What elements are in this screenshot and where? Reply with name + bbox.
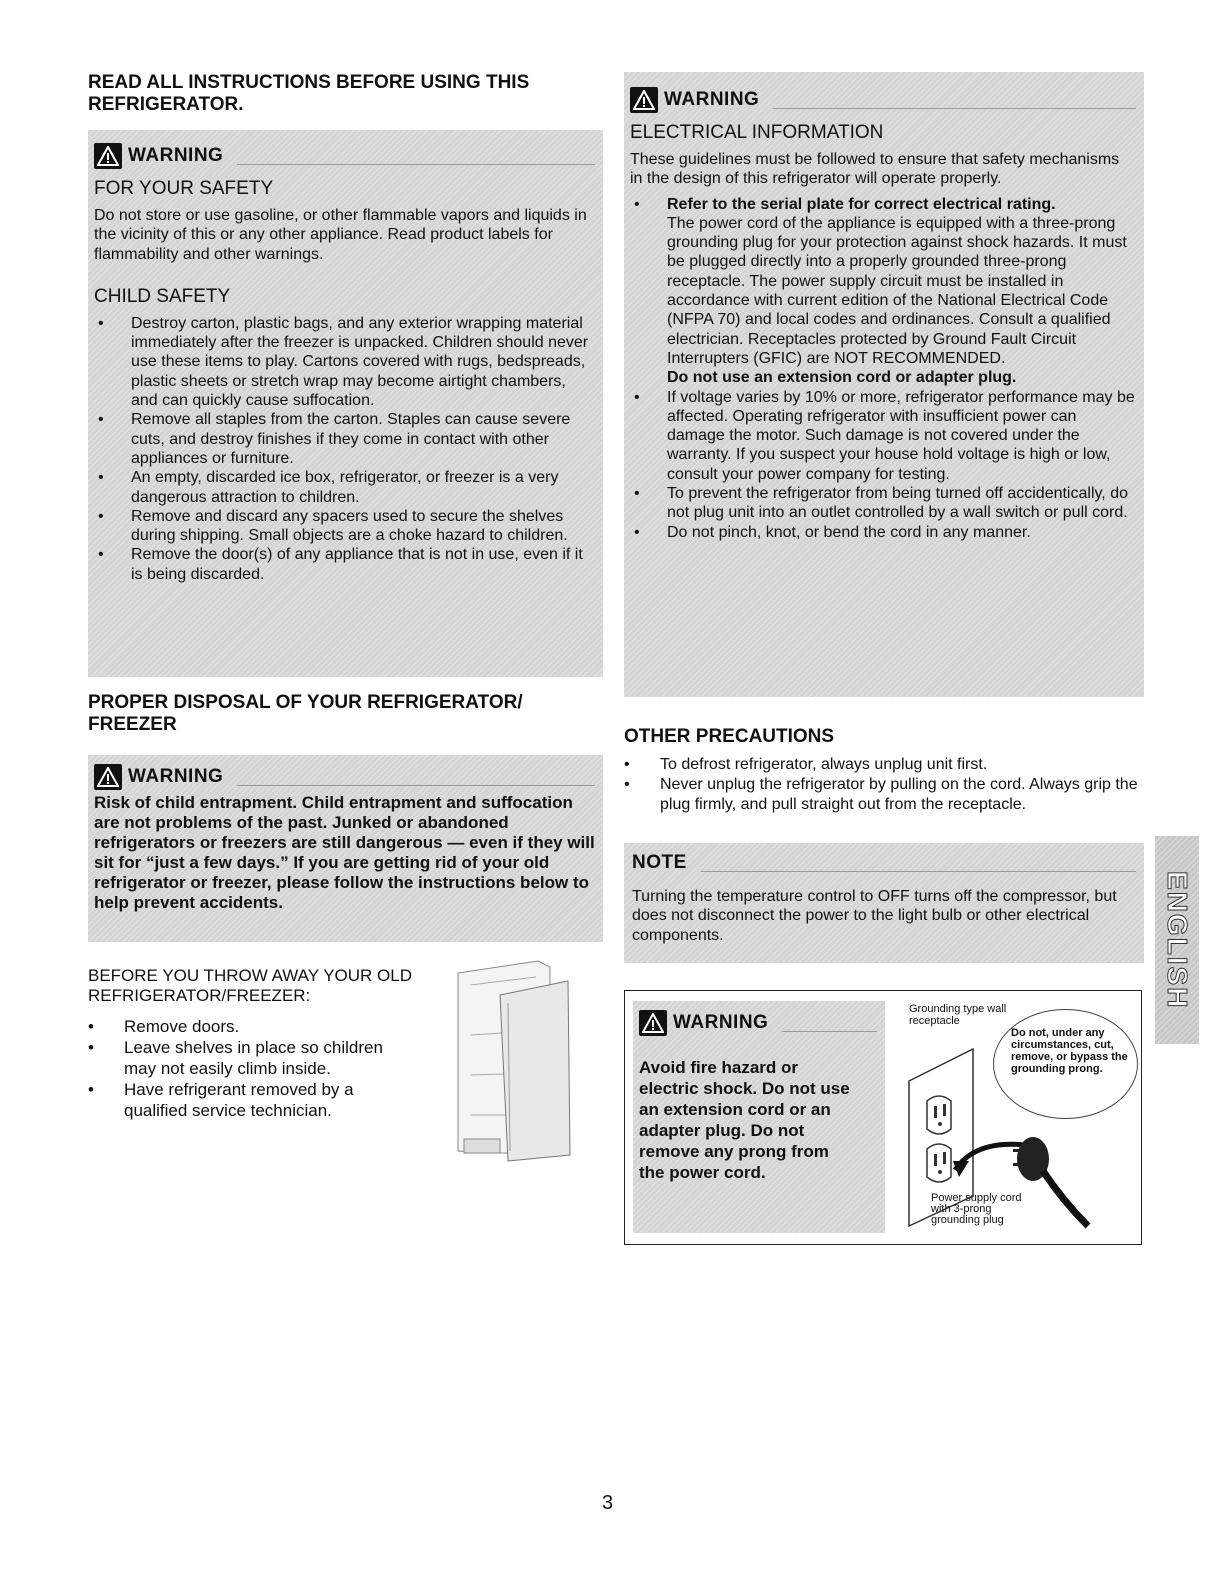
- warning-box-fire: [633, 1001, 885, 1233]
- list-item: • Never unplug the refrigerator by pulling on the cord. Always grip the plug firmly, and pull straight out from the receptacle.: [624, 775, 1144, 815]
- language-tab: [1155, 836, 1199, 1044]
- list-item: • Have refrigerant removed by a qualified service technician.: [88, 1079, 408, 1121]
- serial-plate-text: • Refer to the serial plate for correct electrical rating.: [667, 195, 1056, 213]
- note-label: NOTE: [632, 852, 687, 873]
- before-throw-list: [88, 1016, 408, 1121]
- list-item: • Remove doors.: [88, 1016, 408, 1037]
- list-item: • Remove all staples from the carton. Staples can cause severe cuts, and destroy finishes if they come in contact with other appliances or furniture.: [94, 410, 595, 468]
- list-item: • If voltage varies by 10% or more, refrigerator performance may be affected. Operating refrigerator with insufficient power can damage the motor. Such damage is not covered under the warranty. If you suspect your house hold voltage is high or low, consult your power company for testing.: [630, 388, 1136, 484]
- warning-triangle-icon: [94, 764, 122, 790]
- electrical-intro: These guidelines must be followed to ensure that safety mechanisms in the design of this refrigerator will operate properly.: [630, 151, 1120, 188]
- list-item: • To prevent the refrigerator from being turned off accidentically, do not plug unit into an outlet controlled by a wall switch or pull cord.: [630, 484, 1136, 523]
- read-all-heading: READ ALL INSTRUCTIONS BEFORE USING THIS REFRIGERATOR.: [88, 72, 530, 115]
- note-box: [624, 843, 1144, 963]
- warning-triangle-icon: [94, 143, 122, 169]
- warning-label: WARNING: [673, 1012, 769, 1033]
- warning-box-safety: [88, 130, 603, 677]
- power-cord-text: The power cord of the appliance is equipped with a three-prong grounding plug for your protection against shock hazards. It must be plugged directly into a properly grounded three-prong receptacle. The power supply circuit must be installed in accordance with current edition of the National Electrical Code (NFPA 70) and local codes and ordinances. Consult a qualified electrician. Receptacles protected by Ground Fault Circuit Interrupters (GFIC) are NOT RECOMMENDED.: [667, 214, 1127, 367]
- list-item: • An empty, discarded ice box, refrigerator, or freezer is a very dangerous attraction to children.: [94, 468, 595, 507]
- flammable-text: Do not store or use gasoline, or other flammable vapors and liquids in the vicinity of this or any other appliance. Read product labels for flammability and other warnings.: [94, 207, 587, 263]
- warning-box-electrical: [624, 72, 1144, 697]
- list-item: • Remove the door(s) of any appliance that is not in use, even if it is being discarded.: [94, 545, 595, 584]
- child-safety-title: CHILD SAFETY: [94, 285, 231, 307]
- grounding-panel: [624, 990, 1142, 1245]
- child-safety-list: [94, 314, 595, 584]
- fire-hazard-text: Avoid fire hazard or electric shock. Do not use an extension cord or an adapter plug. Do not remove any prong from the power cord.: [639, 1058, 850, 1182]
- page-number: 3: [602, 1492, 614, 1514]
- note-header: [632, 849, 1136, 877]
- warning-label: WARNING: [128, 766, 224, 787]
- warning-triangle-icon: [639, 1010, 667, 1036]
- warning-header: [639, 1009, 877, 1037]
- freezer-illustration: [438, 955, 606, 1165]
- warning-box-entrapment: [88, 755, 603, 942]
- disposal-heading: PROPER DISPOSAL OF YOUR REFRIGERATOR/ FREEZER: [88, 692, 523, 735]
- electrical-list: [630, 195, 1136, 542]
- other-precautions-heading: OTHER PRECAUTIONS: [624, 726, 835, 747]
- note-text: Turning the temperature control to OFF turns off the compressor, but does not disconnect the power to the light bulb or other electrical components.: [632, 888, 1117, 944]
- warning-triangle-icon: [630, 87, 658, 113]
- other-precautions-list: [624, 755, 1144, 815]
- for-your-safety-title: FOR YOUR SAFETY: [94, 178, 274, 199]
- no-extension-text: Do not use an extension cord or adapter plug.: [667, 369, 1017, 387]
- language-tab-label: ENGLISH: [1162, 870, 1193, 1010]
- list-item: • Remove and discard any spacers used to secure the shelves during shipping. Small objects are a choke hazard to children.: [94, 507, 595, 546]
- grounding-prong-callout: Do not, under any circumstances, cut, remove, or bypass the grounding prong.: [1011, 1027, 1128, 1075]
- warning-header: [94, 142, 595, 170]
- list-item: • To defrost refrigerator, always unplug unit first.: [624, 755, 1144, 775]
- warning-header: [94, 763, 595, 791]
- list-item: • Leave shelves in place so children may not easily climb inside.: [88, 1037, 408, 1079]
- electrical-title: ELECTRICAL INFORMATION: [630, 122, 884, 143]
- warning-label: WARNING: [128, 145, 224, 166]
- receptacle-label: Grounding type wall receptacle: [909, 1003, 1007, 1027]
- warning-header: [630, 86, 1136, 114]
- power-cord-label: Power supply cord with 3-prong grounding plug: [931, 1192, 1022, 1226]
- list-item: • Destroy carton, plastic bags, and any exterior wrapping material immediately after the freezer is unpacked. Children should never use these items to play. Cartons covered with rugs, bedspreads, plastic sheets or stretch wrap may become airtight chambers, and can quickly cause suffocation.: [94, 314, 595, 410]
- list-item: • Do not pinch, knot, or bend the cord in any manner.: [630, 523, 1136, 542]
- entrapment-text: Risk of child entrapment. Child entrapment and suffocation are not problems of the past. Junked or abandoned refrigerators or freezers are still dangerous — even if they will sit for “just a few days.” If you are getting rid of your old refrigerator or freezer, please follow the instructions below to help prevent accidents.: [94, 793, 595, 912]
- warning-label: WARNING: [664, 89, 760, 110]
- before-throw-heading: BEFORE YOU THROW AWAY YOUR OLD REFRIGERATOR/FREEZER:: [88, 966, 413, 1005]
- list-item: [630, 195, 1136, 388]
